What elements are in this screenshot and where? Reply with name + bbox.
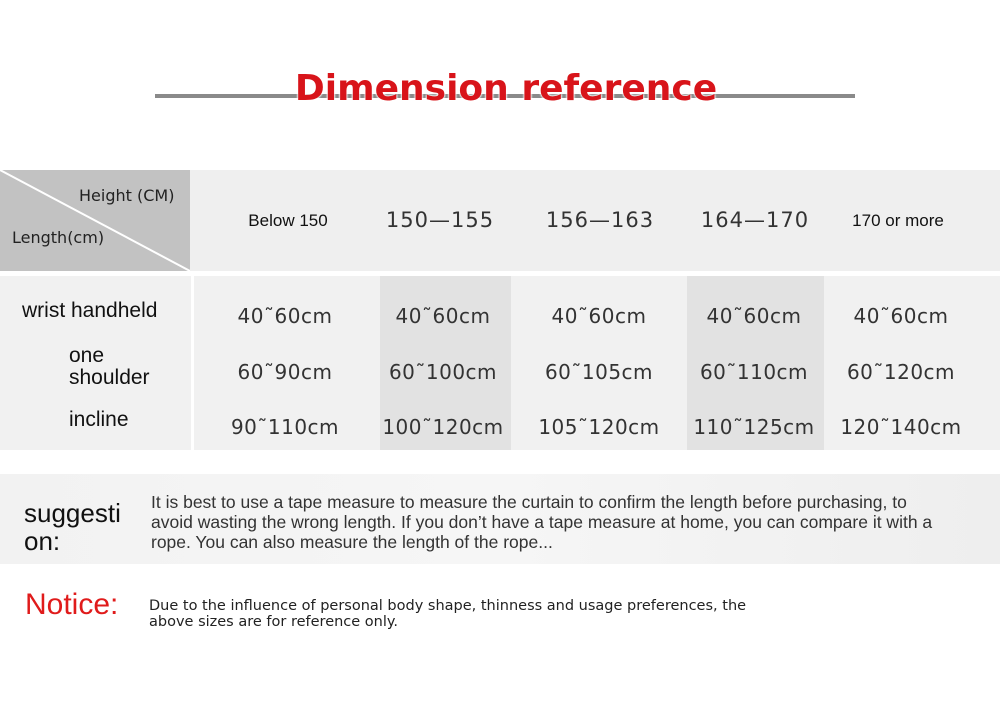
column-header: 156—163 — [545, 208, 655, 232]
table-cell: 60˜105cm — [544, 360, 654, 384]
column-divider — [191, 276, 194, 450]
row-label-incline: incline — [69, 408, 129, 431]
table-cell: 120˜140cm — [840, 415, 962, 439]
table-corner-cell — [0, 170, 190, 271]
suggestion-text: It is best to use a tape measure to measure the curtain to confirm the length before purchasing, to avoid wasting the wrong length. If you don’t have a tape measure at home, you can compare it with a rope. You can also measure the length of the rope... — [151, 492, 933, 552]
table-cell: 110˜125cm — [693, 415, 815, 439]
column-header: Below 150 — [248, 211, 328, 230]
page-title: Dimension reference — [294, 68, 718, 109]
notice-heading: Notice: — [25, 588, 119, 621]
row-label-one-shoulder — [69, 345, 150, 389]
table-cell: 90˜110cm — [230, 415, 340, 439]
notice-text: Due to the influence of personal body shape, thinness and usage preferences, the above sizes are for reference only. — [149, 598, 747, 630]
column-header: 164—170 — [700, 208, 810, 232]
row-label-line: one — [69, 344, 105, 367]
table-cell: 40˜60cm — [395, 304, 491, 328]
table-cell: 100˜120cm — [382, 415, 504, 439]
table-cell: 105˜120cm — [538, 415, 660, 439]
suggestion-heading: suggesti on: — [24, 498, 121, 556]
length-axis-label: Length(cm) — [12, 228, 105, 247]
table-cell: 40˜60cm — [853, 304, 949, 328]
height-axis-label: Height (CM) — [79, 186, 175, 205]
row-label-line: shoulder — [69, 366, 150, 389]
table-cell: 60˜90cm — [237, 360, 333, 384]
row-label-wrist-handheld: wrist handheld — [22, 299, 158, 322]
table-cell: 60˜100cm — [388, 360, 498, 384]
table-cell: 40˜60cm — [237, 304, 333, 328]
table-cell: 60˜120cm — [846, 360, 956, 384]
table-cell: 40˜60cm — [551, 304, 647, 328]
column-header: 150—155 — [385, 208, 495, 232]
column-header: 170 or more — [852, 211, 944, 230]
table-cell: 40˜60cm — [706, 304, 802, 328]
table-cell: 60˜110cm — [699, 360, 809, 384]
